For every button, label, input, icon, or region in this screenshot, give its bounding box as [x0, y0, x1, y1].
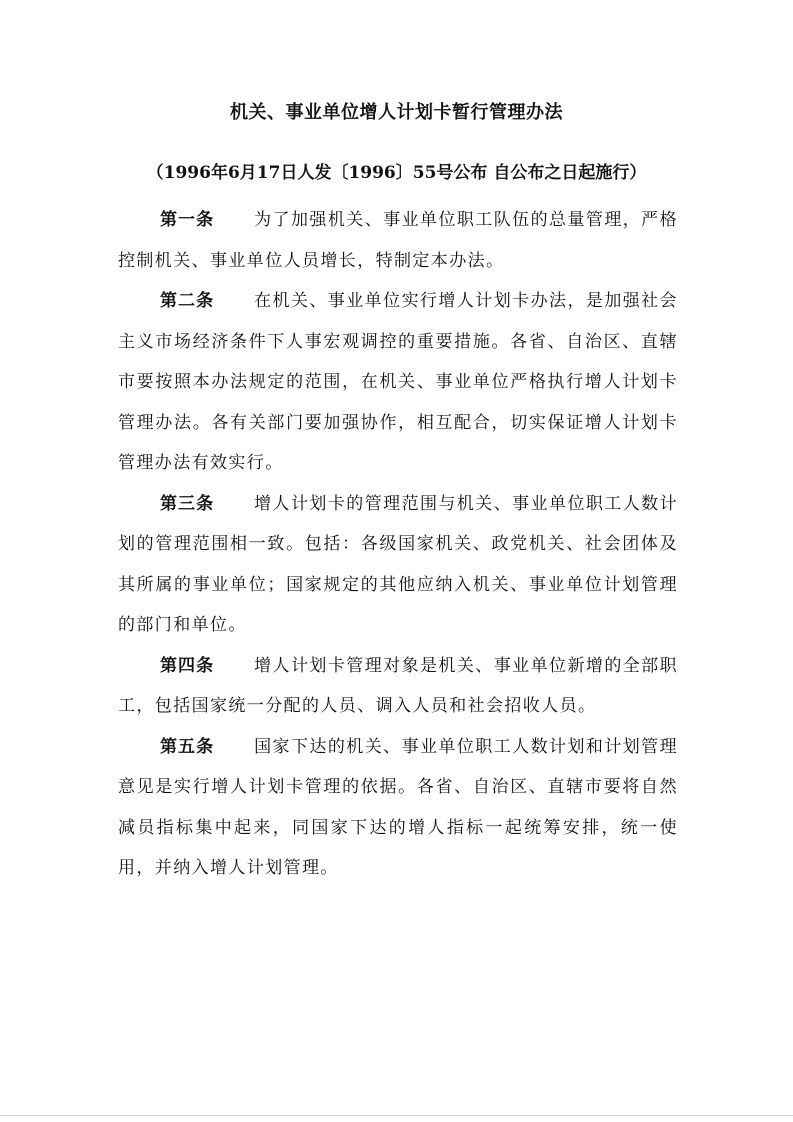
document-subtitle: （1996年6月17日人发〔1996〕55号公布 自公布之日起施行）: [146, 163, 647, 183]
article-text: 增人计划卡的管理范围与机关、事业单位职工人数计划的管理范围相一致。包括：各级国家机关、政党机关、社会团体及其所属的事业单位；国家规定的其他应纳入机关、事业单位计划管理的部门和单位。: [118, 493, 679, 635]
article-text: 国家下达的机关、事业单位职工人数计划和计划管理意见是实行增人计划卡管理的依据。各省、自治区、直辖市要将自然减员指标集中起来，同国家下达的增人指标一起统筹安排，统一使用，并纳入增人计划管理。: [118, 736, 679, 878]
article-list: [118, 200, 678, 889]
article-text: 在机关、事业单位实行增人计划卡办法，是加强社会主义市场经济条件下人事宏观调控的重要措施。各省、自治区、直辖市要按照本办法规定的范围，在机关、事业单位严格执行增人计划卡管理办法。各有关部门要加强协作，相互配合，切实保证增人计划卡管理办法有效实行。: [118, 291, 679, 473]
article-text: 为了加强机关、事业单位职工队伍的总量管理，严格控制机关、事业单位人员增长，特制定本办法。: [118, 210, 679, 271]
article-number: 第一条: [160, 210, 215, 230]
article-2: [118, 281, 678, 484]
document-title: 机关、事业单位增人计划卡暂行管理办法: [230, 102, 563, 123]
article-number: 第三条: [160, 493, 215, 514]
article-number: 第五条: [160, 736, 215, 757]
article-5: [118, 727, 678, 889]
article-number: 第二条: [160, 291, 215, 311]
article-number: 第四条: [160, 655, 215, 676]
article-3: [118, 484, 678, 646]
page-bottom-divider: [0, 1115, 793, 1116]
article-4: [118, 646, 678, 727]
article-text: 增人计划卡管理对象是机关、事业单位新增的全部职工，包括国家统一分配的人员、调入人员和社会招收人员。: [118, 655, 679, 716]
article-1: [118, 200, 678, 281]
